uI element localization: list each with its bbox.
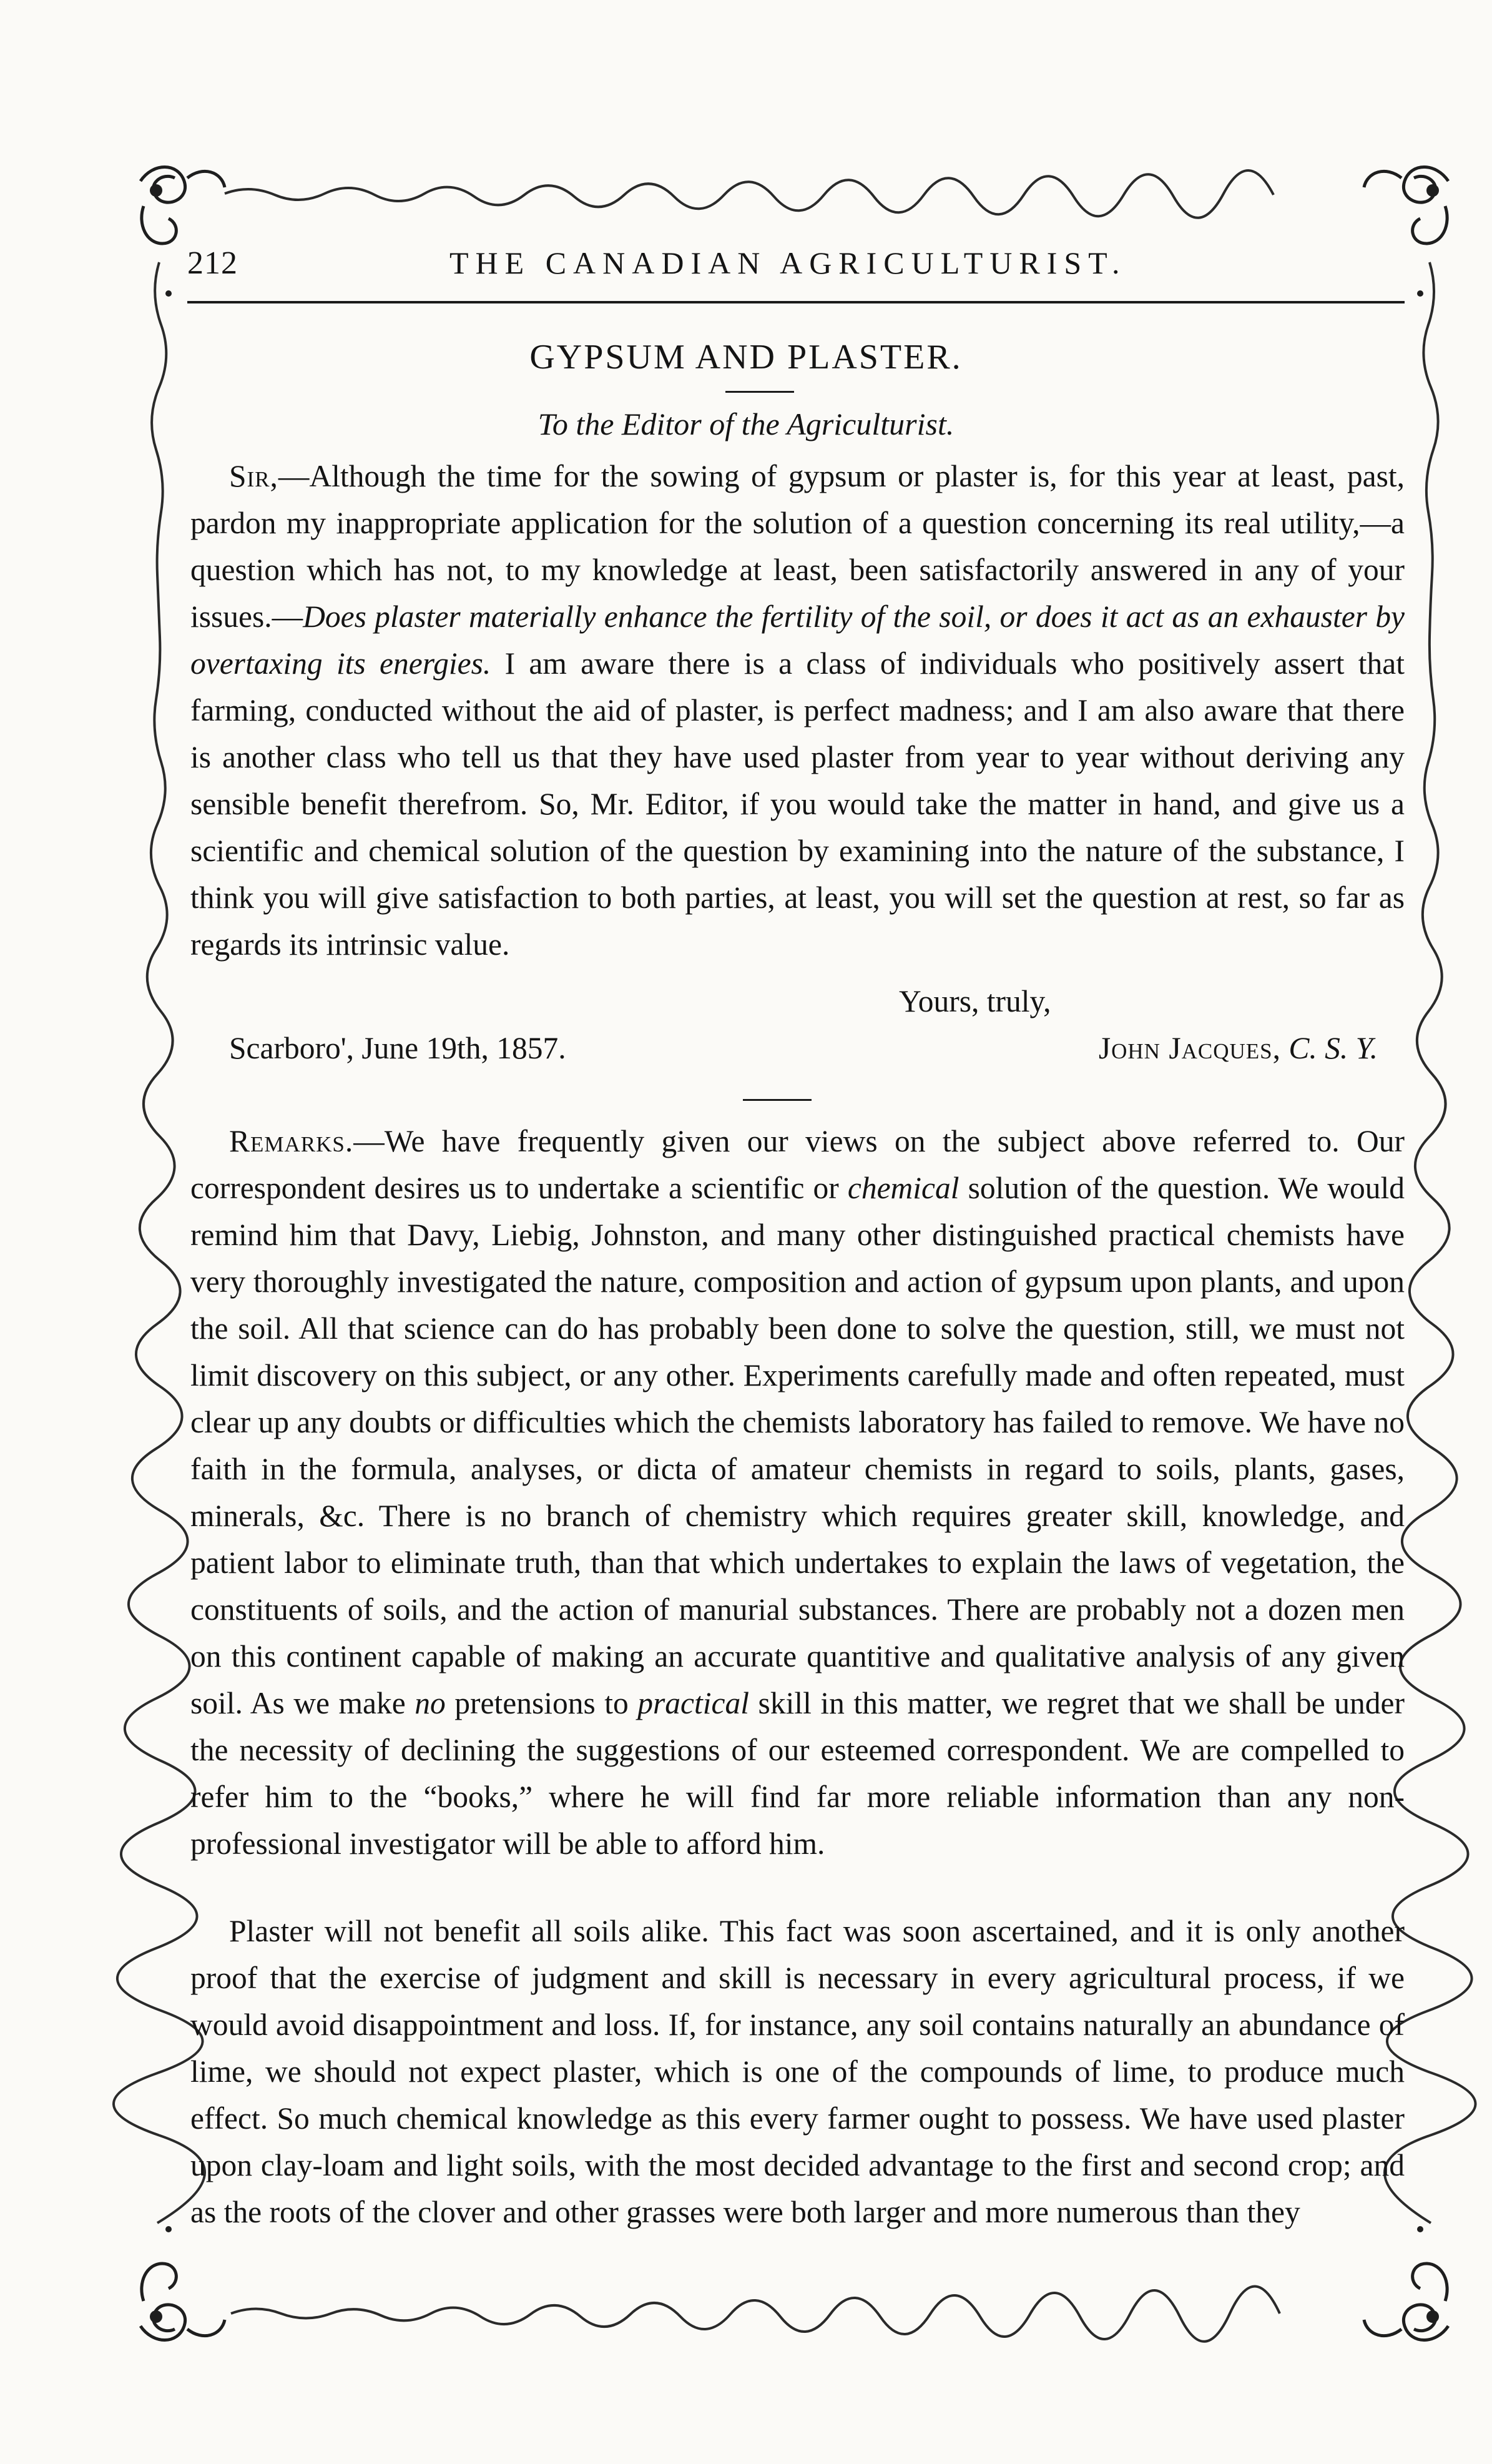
plaster-paragraph: Plaster will not benefit all soils alike. This fact was soon ascertained, and it is only another proof that the exercise of judgment and skill is necessary in every agricultural process, if we would avoid disappointment and loss. If, for instance, any soil contains naturally an abundance of lime, we should not expect plaster, which is one of the compounds of lime, to produce much effect. So much chemical knowledge as this every farmer ought to possess. We have used plaster upon clay-loam and light soils, with the most decided advantage to the first and second crop; and as the roots of the clover and other grasses were both larger and more numerous than they	[190, 1914, 1405, 2229]
section-rule	[743, 1099, 812, 1101]
letter-body	[190, 453, 1405, 968]
remarks-label: Remarks.	[229, 1124, 354, 1158]
letter-closing: Yours, truly,	[899, 984, 1051, 1018]
remarks-text-3: pretensions to	[445, 1686, 638, 1720]
title-rule	[725, 391, 794, 393]
header-rule	[187, 301, 1405, 303]
remarks-text-1: —We have frequently given our views on the subject above referred to. Our correspondent desires us to undertake a scientific or	[190, 1124, 1405, 1205]
remarks-text-4: skill in this matter, we regret that we shall be under the necessity of declining the suggestions of our esteemed correspondent. We are compelled to refer him to the “books,” where he will find far more reliable information than any non-professional investigator will be able to afford him.	[190, 1686, 1405, 1861]
remarks-text-2: solution of the question. We would remind him that Davy, Liebig, Johnston, and many other distinguished practical chemists have very thoroughly investigated the nature, composition and action of gypsum upon plants, and upon the soil. All that science can do has probably been done to solve the question, still, we must not limit discovery on this subject, or any other. Experiments carefully made and often repeated, must clear up any doubts or difficulties which the chemists laboratory has failed to remove. We have no faith in the formula, analyses, or dicta of amateur chemists in regard to soils, plants, gases, minerals, &c. There is no branch of chemistry which requires greater skill, knowledge, and patient labor to eliminate truth, than that which undertakes to explain the laws of vegetation, the constituents of soils, and the action of manurial substances. There are probably not a dozen men on this continent capable of making an accurate quantitive and qualitative analysis of any given soil. As we make	[190, 1171, 1405, 1720]
letter-signature: John Jacques,	[1098, 1031, 1281, 1065]
article-title: GYPSUM AND PLASTER.	[529, 338, 963, 377]
remarks-italic-no: no	[415, 1686, 446, 1720]
letter-salutation: Sir,	[229, 459, 278, 493]
remarks-body	[190, 1118, 1405, 1867]
letter-text-2: I am aware there is a class of individuals who positively assert that farming, conducted without the aid of plaster, is perfect madness; and I am also aware that there is another class who tell us that they have used plaster from year to year without deriving any sensible benefit therefrom. So, Mr. Editor, if you would take the matter in hand, and give us a scientific and chemical solution of the question by examining into the nature of the substance, I think you will give satisfaction to both parties, at least, you will set the question at rest, so far as regards its intrinsic value.	[190, 646, 1405, 962]
letter-place-date: Scarboro', June 19th, 1857.	[229, 1031, 566, 1065]
letter-paragraph	[190, 453, 1405, 968]
letter-signature-block	[1099, 1030, 1378, 1066]
letter-question: Does plaster materially enhance the fertility of the soil, or does it act as an exhauster by overtaxing its energies.	[190, 599, 1405, 681]
plaster-body	[190, 1908, 1405, 2235]
page-number: 212	[187, 245, 238, 281]
letter-text-1: —Although the time for the sowing of gypsum or plaster is, for this year at least, past, pardon my inappropriate application for the solution of a question concerning its real utility,—a question which has not, to my knowledge at least, been satisfactorily answered in any of your issues.—	[190, 459, 1405, 634]
remarks-italic-practical: practical	[637, 1686, 750, 1720]
remarks-paragraph	[190, 1118, 1405, 1867]
remarks-italic-chemical: chemical	[847, 1171, 959, 1205]
article-addressee: To the Editor of the Agriculturist.	[537, 407, 955, 441]
running-head: THE CANADIAN AGRICULTURIST.	[449, 245, 1127, 280]
letter-signature-suffix: C. S. Y.	[1288, 1031, 1378, 1065]
